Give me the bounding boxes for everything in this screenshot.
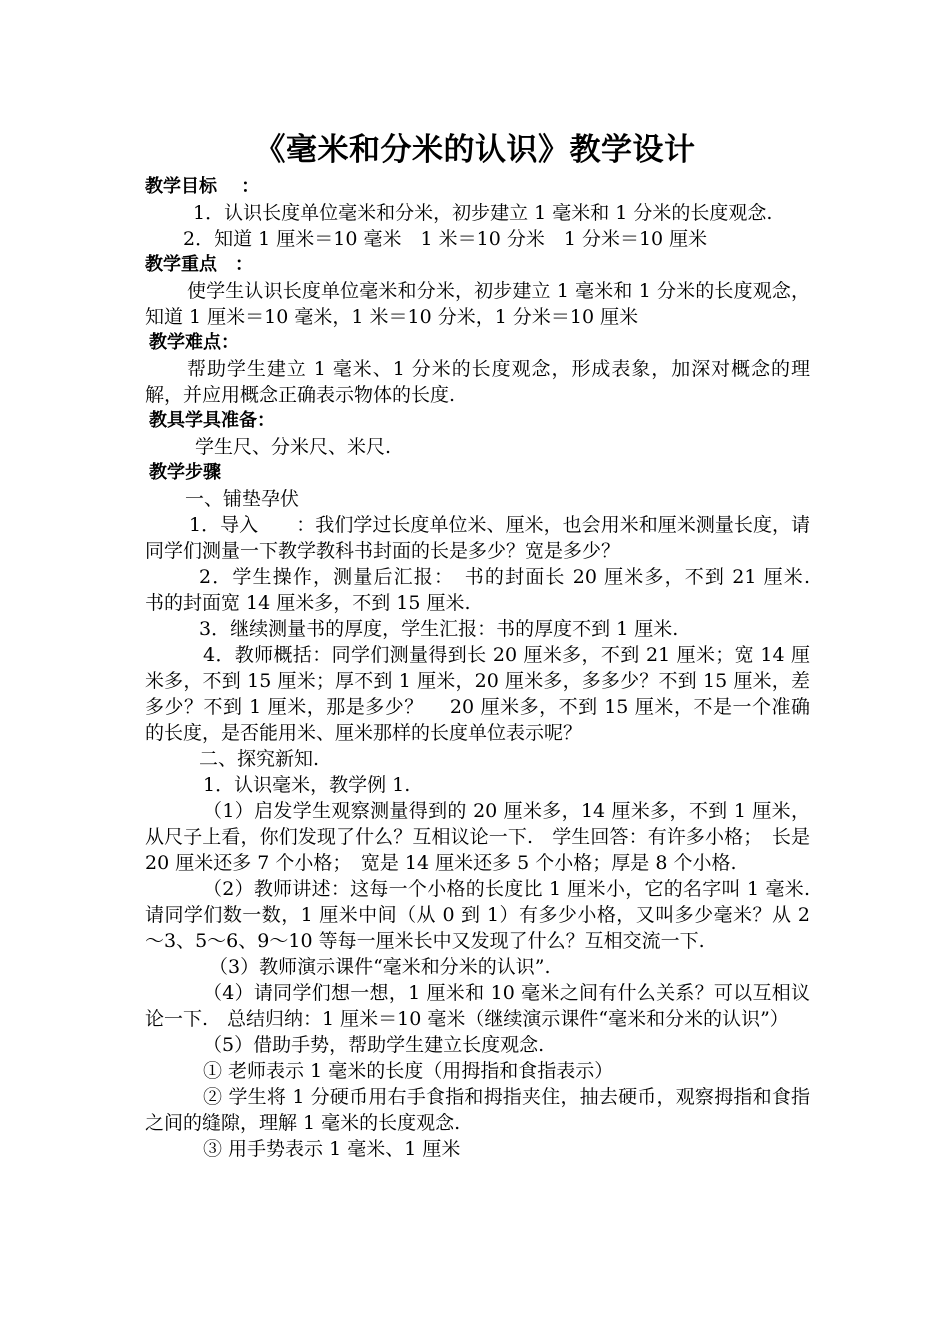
document-title: 《毫米和分米的认识》教学设计 (254, 132, 696, 168)
body-paragraph: 1．导入 ：我们学过长度单位米、厘米，也会用米和厘米测量长度，请同学们测量一下教学教科书封面的长是多少？宽是多少？ (145, 514, 810, 562)
body-paragraph: 使学生认识长度单位毫米和分米，初步建立 1 毫米和 1 分米的长度观念，知道 1 厘米＝10 毫米，1 米＝10 分米，1 分米＝10 厘米 (145, 280, 810, 328)
body-paragraph: 3．继续测量书的厚度，学生汇报：书的厚度不到 1 厘米. (199, 618, 679, 640)
body-paragraph: 1．认识长度单位毫米和分米，初步建立 1 毫米和 1 分米的长度观念. (193, 202, 773, 224)
section-heading: 教学步骤 (149, 462, 221, 483)
body-paragraph: （2）教师讲述：这每一个小格的长度比 1 厘米小，它的名字叫 1 毫米. 请同学们数一数，1 厘米中间（从 0 到 1）有多少小格，又叫多少毫米？从 2～3、5～6、9～10 等每一厘米长中又发现了什么？互相交流一下. (145, 878, 810, 952)
body-paragraph: （5）借助手势，帮助学生建立长度观念. (203, 1034, 545, 1056)
body-paragraph: ② 学生将 1 分硬币用右手食指和拇指夹住，抽去硬币，观察拇指和食指之间的缝隙，理解 1 毫米的长度观念. (145, 1086, 810, 1134)
body-paragraph: ① 老师表示 1 毫米的长度（用拇指和食指表示） (203, 1060, 614, 1082)
body-paragraph: 4．教师概括：同学们测量得到长 20 厘米多，不到 21 厘米；宽 14 厘米多，不到 15 厘米；厚不到 1 厘米，20 厘米多，多多少？不到 15 厘米，差多少？不到 1 厘米，那是多少？ 20 厘米多，不到 15 厘米，不是一个准确的长度，是否能用米、厘米那样的长度单位表示呢？ (145, 644, 810, 744)
document-body (145, 174, 836, 1162)
body-paragraph: 帮助学生建立 1 毫米、1 分米的长度观念，形成表象，加深对概念的理解，并应用概念正确表示物体的长度. (145, 358, 810, 406)
body-paragraph: 二、探究新知. (199, 748, 320, 770)
section-heading: 教具学具准备： (149, 410, 275, 431)
body-paragraph: ③ 用手势表示 1 毫米、1 厘米 (203, 1138, 461, 1160)
section-heading: 教学难点： (149, 332, 239, 353)
body-paragraph: （3）教师演示课件“毫米和分米的认识”. (209, 956, 551, 978)
body-paragraph: （4）请同学们想一想，1 厘米和 10 毫米之间有什么关系？可以互相议论一下. 总结归纳：1 厘米＝10 毫米（继续演示课件“毫米和分米的认识”） (145, 982, 810, 1030)
body-paragraph: 2．学生操作，测量后汇报： 书的封面长 20 厘米多，不到 21 厘米. 书的封面宽 14 厘米多，不到 15 厘米. (145, 566, 836, 614)
section-heading: 教学目标 ： (145, 176, 260, 197)
body-paragraph: （1）启发学生观察测量得到的 20 厘米多，14 厘米多，不到 1 厘米，从尺子上看，你们发现了什么？互相议论一下. 学生回答：有许多小格； 长是 20 厘米还多 7 个小格； 宽是 14 厘米还多 5 个小格；厚是 8 个小格. (145, 800, 810, 874)
body-paragraph: 学生尺、分米尺、米尺. (195, 436, 392, 458)
section-heading: 教学重点 ： (145, 254, 253, 275)
body-paragraph: 2．知道 1 厘米＝10 毫米 1 米＝10 分米 1 分米＝10 厘米 (183, 228, 708, 250)
body-paragraph: 1．认识毫米，教学例 1. (203, 774, 411, 796)
body-paragraph: 一、铺垫孕伏 (185, 488, 300, 510)
